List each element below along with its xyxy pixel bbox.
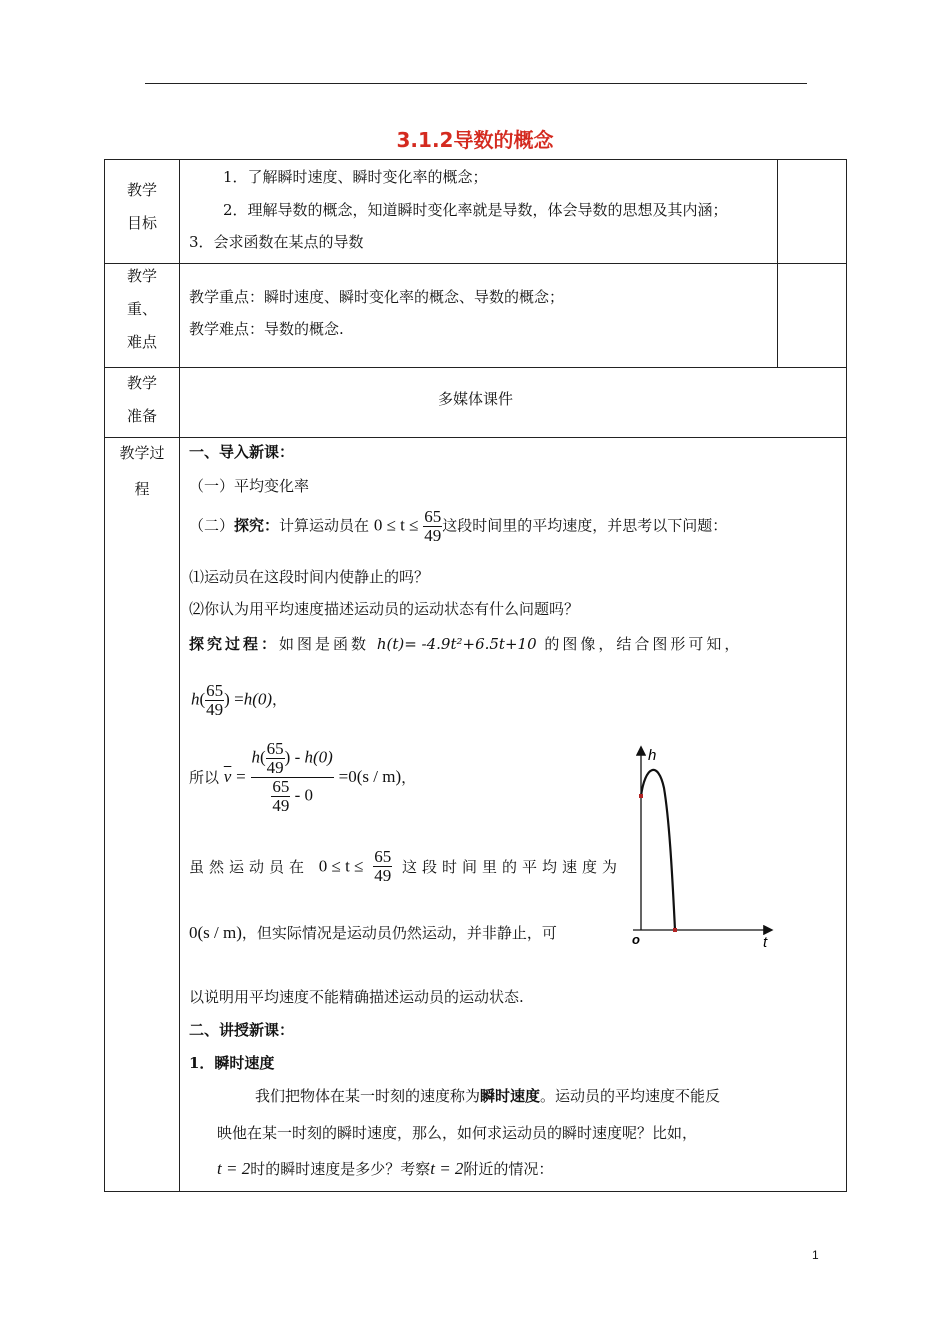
h-of-zero: h(0) — [304, 747, 333, 767]
goal-3: 3．会求函数在某点的导数 — [189, 233, 364, 251]
explore-line — [189, 508, 727, 545]
minus-zero: - 0 — [294, 784, 313, 804]
text-part: ，但实际情况是运动员仍然运动，并非静止，可 — [241, 924, 557, 942]
label-line: 教学 — [126, 181, 157, 199]
row-divider — [105, 263, 846, 264]
fraction-65-49 — [373, 848, 392, 885]
height-time-graph — [618, 738, 778, 950]
t-equals-2: t = 2 — [217, 1159, 251, 1178]
column-divider — [179, 160, 180, 1191]
but-line — [189, 922, 557, 943]
text-part: 我们把物体在某一时刻的速度称为 — [255, 1087, 481, 1105]
question-2: ⑵你认为用平均速度描述运动员的运动状态有什么问题吗？ — [189, 600, 580, 618]
paragraph-line-1 — [255, 1085, 720, 1106]
section-2-heading: 二、讲授新课： — [189, 1021, 295, 1039]
equals: = — [338, 767, 349, 787]
y-axis-label: h — [648, 747, 657, 764]
denominator: 49 — [272, 795, 290, 815]
column-divider-right — [777, 160, 778, 368]
equation-h: h( $\frac{65}{49}$ ) =h(0)， — [191, 681, 288, 719]
function-expression: h(t)= -4.9t²+6.5t+10 — [376, 635, 537, 653]
text-part: 如图是函数 — [279, 635, 370, 653]
numerator: 65 — [272, 776, 290, 796]
header-rule — [145, 83, 807, 84]
text-part: ， — [401, 768, 417, 787]
explore-process — [189, 633, 742, 654]
label-line: 难点 — [126, 333, 157, 351]
label-line: 程 — [134, 480, 150, 498]
key-point: 教学重点：瞬时速度、瞬时变化率的概念、导数的概念； — [189, 288, 565, 306]
denominator: 49 — [374, 865, 392, 885]
row-divider — [105, 437, 846, 438]
text-part: （二） — [189, 516, 235, 535]
paragraph-line-3 — [217, 1158, 553, 1179]
trajectory-curve — [641, 770, 675, 930]
label-line: 教学过 — [119, 444, 165, 462]
page-number: 1 — [812, 1248, 819, 1262]
question-1: ⑴运动员在这段时间内使静止的吗？ — [189, 568, 430, 586]
h-of-zero: h(0) — [243, 689, 273, 709]
x-axis-label: t — [763, 934, 768, 950]
zero-velocity: 0(s / m) — [189, 923, 242, 942]
text-bold: 探究： — [234, 516, 280, 535]
inequality: 0 ≤ t ≤ — [373, 515, 419, 535]
section-1-heading: 一、导入新课： — [189, 443, 295, 461]
denominator — [251, 777, 334, 815]
row-label-keypoints — [105, 260, 179, 359]
inequality: 0 ≤ t ≤ — [318, 856, 364, 876]
numerator: h( $\frac{65}{49}$ ) - h(0) — [251, 739, 333, 777]
label-line: 教学 — [126, 267, 157, 285]
label-line: 准备 — [126, 407, 157, 425]
equation-v — [189, 740, 416, 814]
origin-label: o — [632, 932, 640, 947]
conclusion: 以说明用平均速度不能精确描述运动员的运动状态. — [189, 988, 524, 1006]
start-point — [639, 794, 643, 798]
numerator: 65 — [206, 681, 224, 700]
row-divider — [105, 367, 846, 368]
text-part: 所以 — [189, 768, 220, 787]
page-title: 3.1.2导数的概念 — [396, 128, 554, 152]
t-equals-2: t = 2 — [430, 1159, 464, 1178]
text-part: 虽然运动员在 — [189, 857, 310, 876]
text-bold: 瞬时速度 — [480, 1087, 541, 1105]
fraction-65-49 — [271, 778, 290, 815]
text-part: ， — [272, 692, 288, 709]
average-velocity-fraction — [251, 740, 334, 814]
lesson-table — [104, 159, 847, 1192]
text-part: 附近的情况： — [463, 1160, 554, 1178]
label-line: 教学 — [126, 374, 157, 392]
var-h: h — [251, 747, 260, 767]
goal-2: 2．理解导数的概念，知道瞬时变化率就是导数，体会导数的思想及其内涵； — [223, 201, 728, 219]
denominator: 49 — [424, 525, 442, 545]
label-line: 目标 — [126, 214, 157, 232]
numerator: 65 — [266, 739, 284, 758]
row-label-process — [105, 435, 179, 507]
minus: - — [294, 747, 301, 767]
prep-content: 多媒体课件 — [438, 390, 514, 408]
text-part: 。运动员的平均速度不能反 — [540, 1087, 721, 1105]
numerator: 65 — [374, 847, 392, 866]
numerator: 65 — [424, 507, 442, 526]
paragraph-line-2: 映他在某一时刻的瞬时速度，那么，如何求运动员的瞬时速度呢？比如， — [217, 1124, 698, 1142]
though-line — [189, 848, 622, 885]
text-part: 这段时间里的平均速度为 — [402, 857, 623, 876]
text-part: 计算运动员在 — [279, 516, 370, 535]
fraction-65-49 — [423, 508, 442, 545]
zero-velocity: 0(s / m) — [348, 767, 402, 787]
label-line: 重、 — [126, 300, 157, 318]
denominator: 49 — [206, 699, 224, 719]
equals: = — [234, 689, 244, 709]
goal-1: 1．了解瞬时速度、瞬时变化率的概念； — [223, 168, 488, 186]
subsection-instant-velocity: 1．瞬时速度 — [189, 1054, 275, 1072]
text-part: 的图像，结合图形可知， — [544, 635, 743, 653]
fraction-65-49 — [266, 740, 285, 777]
var-h: h — [191, 689, 200, 709]
text-bold: 探究过程： — [189, 635, 280, 653]
end-point — [673, 928, 677, 932]
row-label-prep — [105, 367, 179, 433]
var-v-bar: $\overline{v}$ — [223, 767, 232, 787]
subsection-average-rate: （一）平均变化率 — [189, 477, 310, 495]
fraction-65-49 — [205, 682, 224, 719]
text-part: 这段时间里的平均速度，并思考以下问题： — [442, 516, 728, 535]
equals: = — [236, 767, 246, 787]
row-label-goals — [105, 174, 179, 240]
difficulty: 教学难点：导数的概念. — [189, 320, 344, 338]
denominator: 49 — [266, 757, 284, 777]
text-part: 时的瞬时速度是多少？考察 — [250, 1160, 431, 1178]
